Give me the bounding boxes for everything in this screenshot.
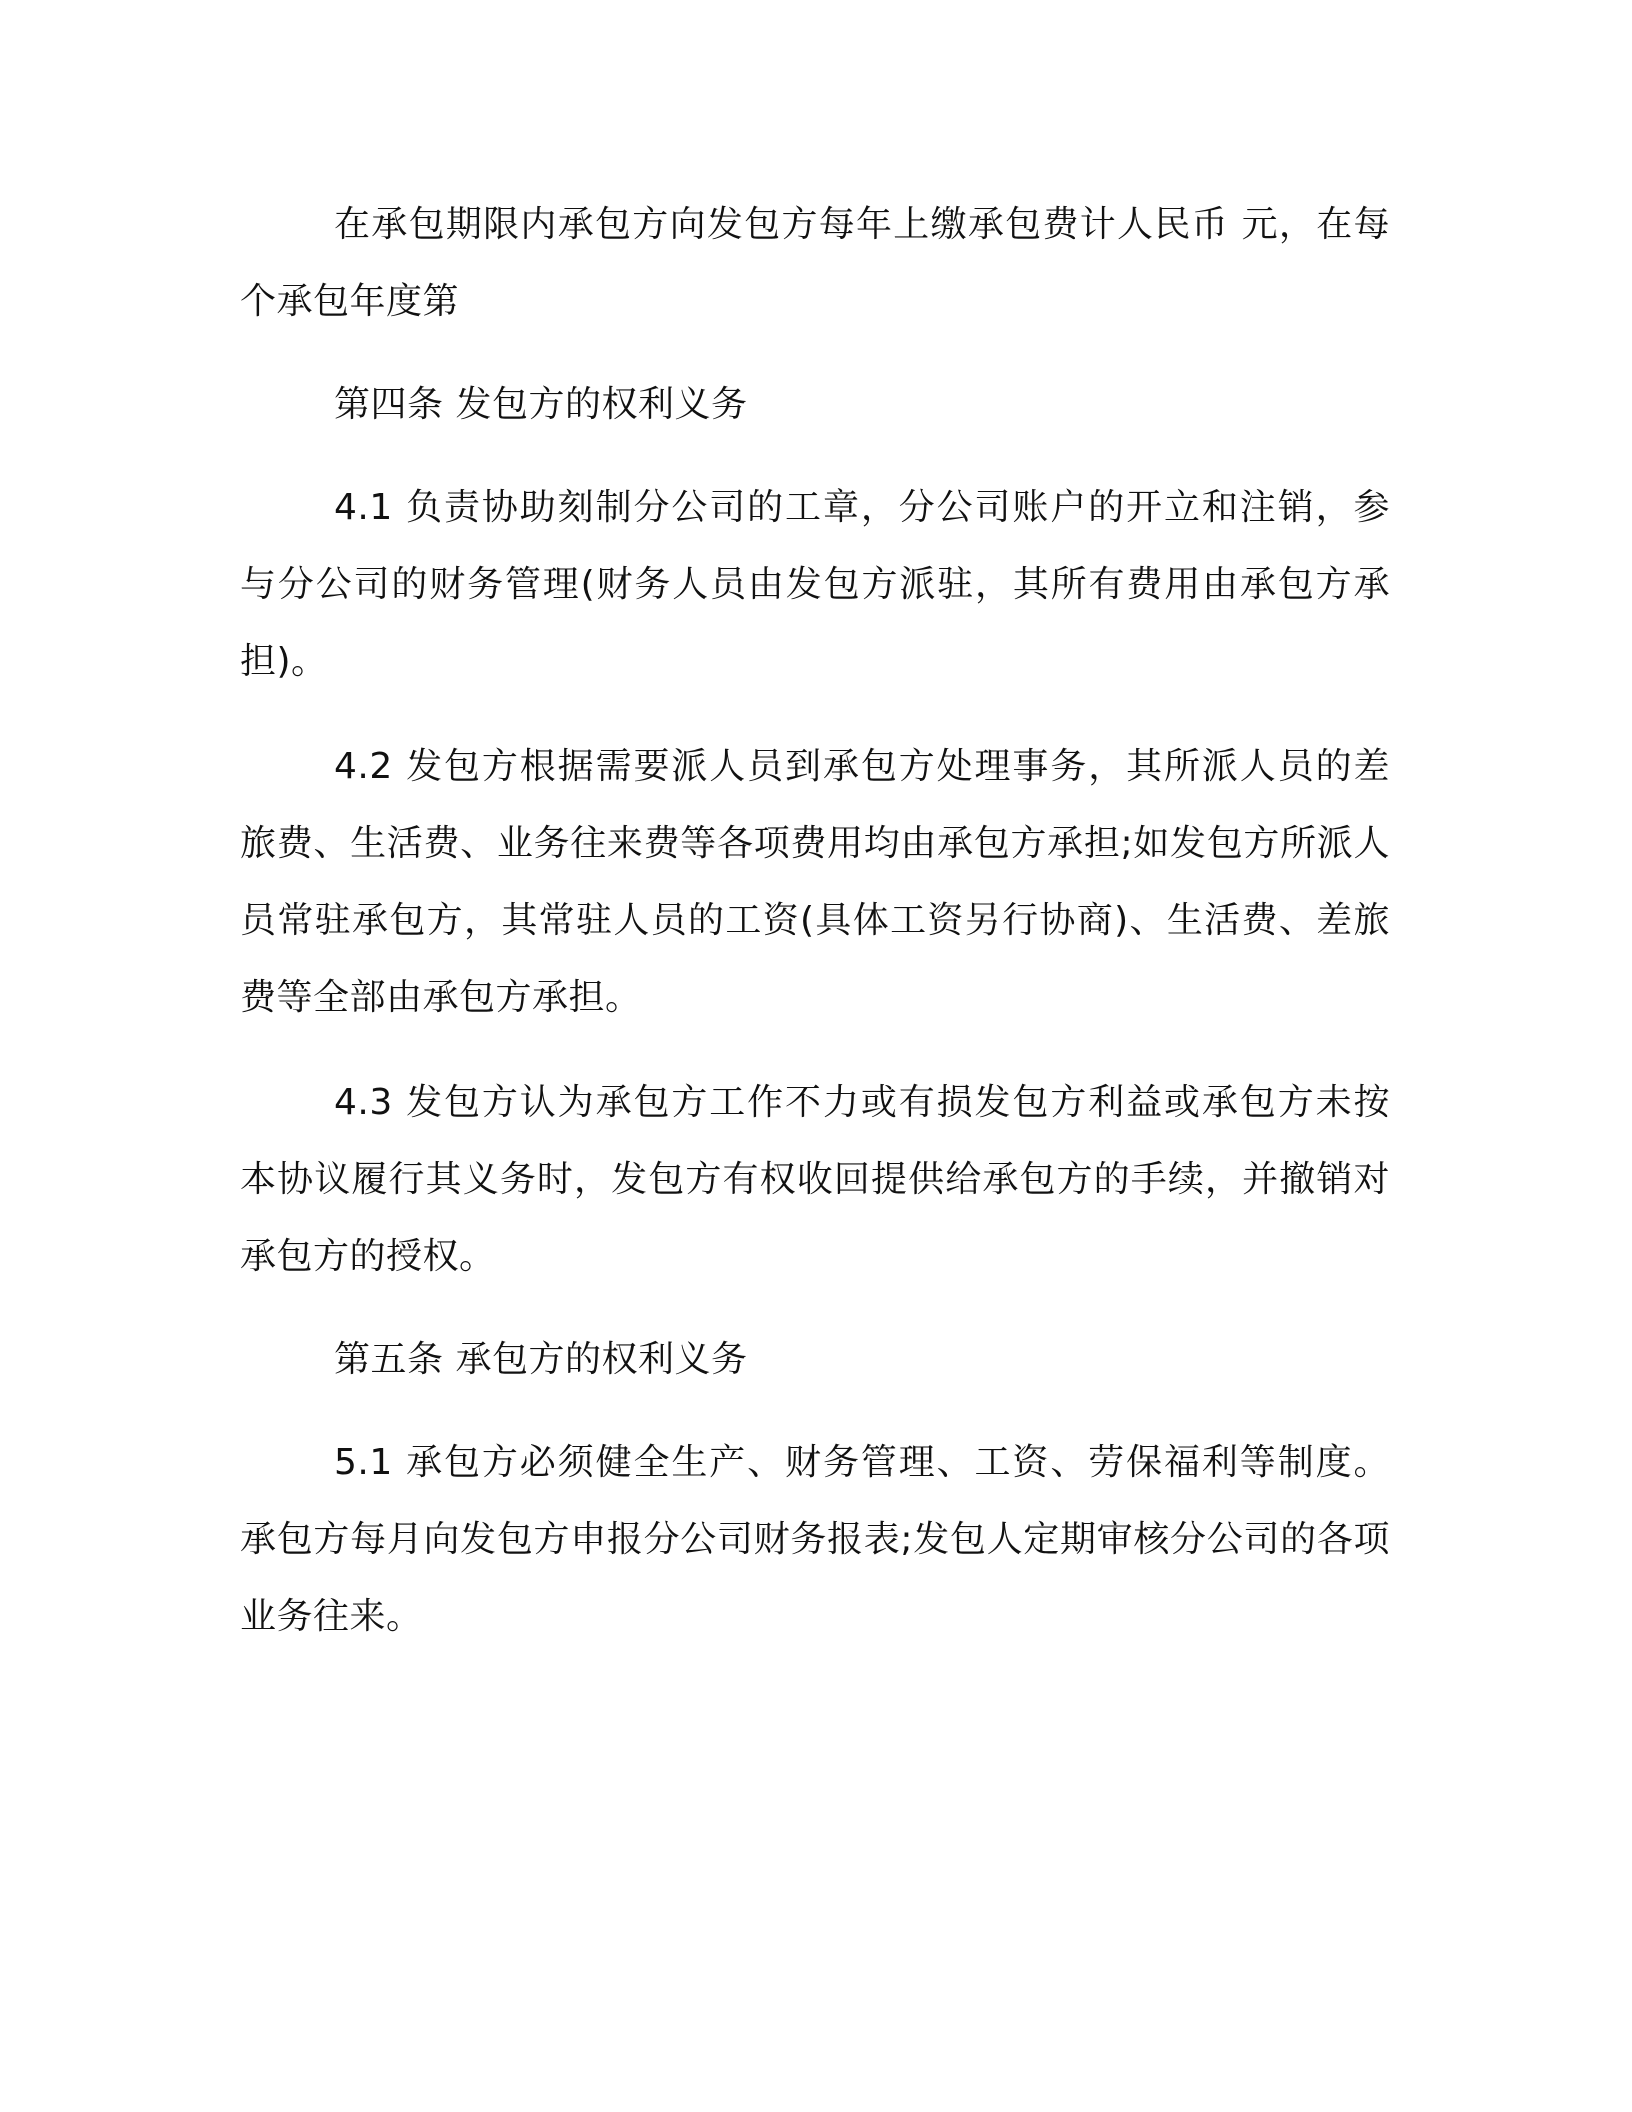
document-page [240,186,1390,1655]
heading-article-4: 第四条 发包方的权利义务 [334,384,748,425]
paragraph-4-2: 4.2 发包方根据需要派人员到承包方处理事务，其所派人员的差旅费、生活费、业务往来费等各项费用均由承包方承担;如发包方所派人员常驻承包方，其常驻人员的工资(具体工资另行协商)、生活费、差旅费等全部由承包方承担。 [240,746,1390,1018]
paragraph-contract-fee: 在承包期限内承包方向发包方每年上缴承包费计人民币 元，在每个承包年度第 [240,204,1390,322]
paragraph-4-3: 4.3 发包方认为承包方工作不力或有损发包方利益或承包方未按本协议履行其义务时，发包方有权收回提供给承包方的手续，并撤销对承包方的授权。 [240,1082,1390,1277]
paragraph-4-1: 4.1 负责协助刻制分公司的工章，分公司账户的开立和注销，参与分公司的财务管理(财务人员由发包方派驻，其所有费用由承包方承担)。 [240,487,1390,682]
paragraph-5-1: 5.1 承包方必须健全生产、财务管理、工资、劳保福利等制度。承包方每月向发包方申报分公司财务报表;发包人定期审核分公司的各项业务往来。 [240,1442,1390,1637]
heading-article-5: 第五条 承包方的权利义务 [334,1339,748,1380]
